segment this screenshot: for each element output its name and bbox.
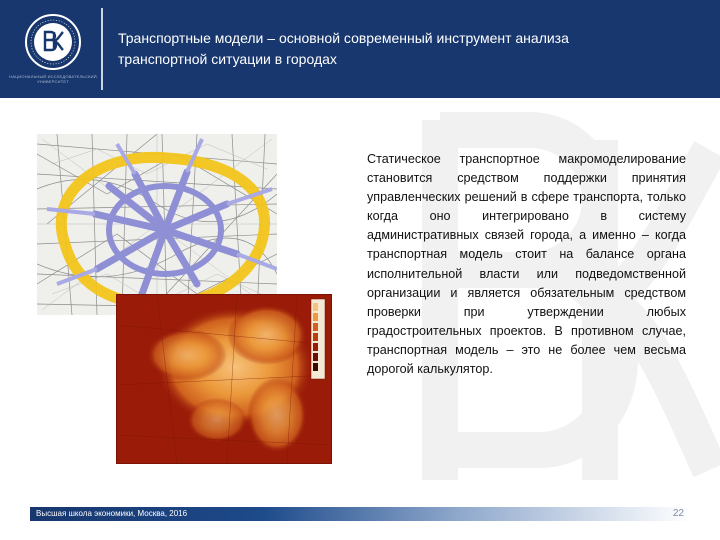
slide-title-line-1: Транспортные модели – основной современный инструмент анализа xyxy=(118,30,569,46)
heatmap-graphic xyxy=(117,295,331,463)
header-divider xyxy=(101,8,103,90)
accessibility-heatmap xyxy=(117,295,331,463)
logo-caption: НАЦИОНАЛЬНЫЙ ИССЛЕДОВАТЕЛЬСКИЙ УНИВЕРСИТЕТ xyxy=(9,74,97,84)
body-paragraph: Статическое транспортное макромоделирование становится средством поддержки принятия управленческих решений в сфере транспорта, только когда оно интегрировано в систему административных связей города, а именно – когда транспортная модель стоит на балансе органа исполнительной власти или подведомственной организации и является обязательным средством проверки при утверждении любых градостроительных проектов. В противном случае, транспортная модель – это не более чем весьма дорогой калькулятор. xyxy=(367,152,686,377)
slide-title xyxy=(118,28,678,70)
slide-header xyxy=(0,0,720,98)
transport-network-graphic xyxy=(37,134,277,315)
transport-network-map xyxy=(37,134,277,315)
footer-text: Высшая школа экономики, Москва, 2016 xyxy=(36,509,188,518)
page-number: 22 xyxy=(672,508,684,519)
slide-title-line-2: транспортной ситуации в городах xyxy=(118,51,337,67)
heatmap-legend xyxy=(311,299,325,379)
